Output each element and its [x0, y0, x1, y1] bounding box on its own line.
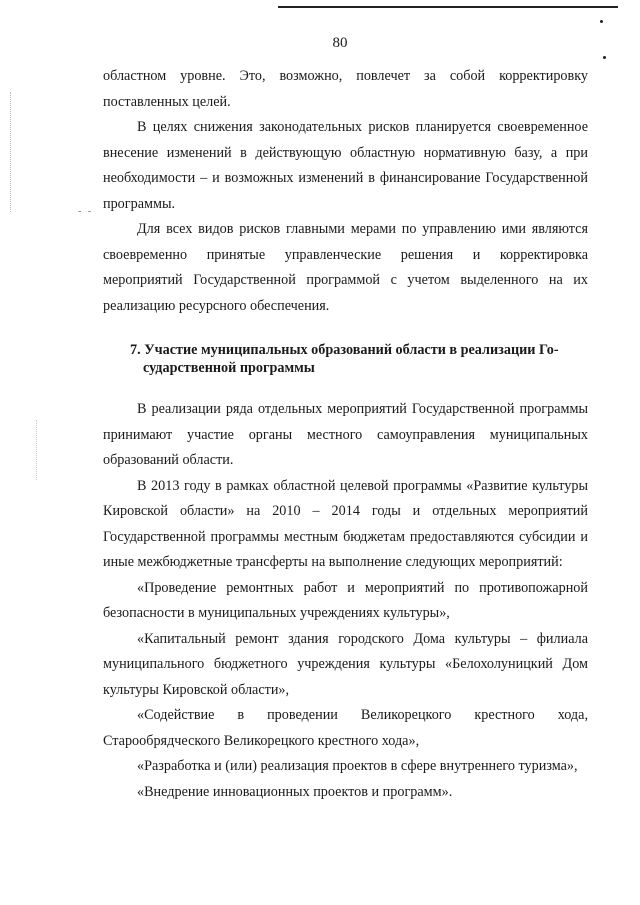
top-rule [278, 6, 618, 8]
paragraph: «Содействие в проведении Великорецкого крестного хода, Старообрядческого Великорецкого крестного хода», [103, 707, 588, 749]
page-number: 80 [332, 35, 348, 51]
body-text-bottom [103, 397, 588, 805]
paragraph: «Проведение ремонтных работ и мероприятий по противопожарной безопасности в муниципальных учреждениях культуры», [103, 579, 588, 621]
paragraph: Для всех видов рисков главными мерами по управлению ими являются своевременно принятые управленческие решения и корректировка мероприятий Государственной программой с учетом выделенного на их реализацию ресурсного обеспечения. [103, 221, 588, 314]
paragraph: В реализации ряда отдельных мероприятий Государственной программы принимают участие органы местного самоуправления муниципальных образований области. [103, 401, 588, 468]
body-text-top [103, 64, 588, 319]
paragraph: «Разработка и (или) реализация проектов в сфере внутреннего туризма», [137, 758, 578, 774]
margin-line [36, 420, 37, 480]
paragraph: «Внедрение инновационных проектов и программ». [137, 783, 453, 800]
section-heading-line: 7. Участие муниципальных образований области в реализации Го- [130, 342, 559, 358]
margin-line [10, 92, 11, 212]
section-heading-line: сударственной программы [143, 360, 315, 376]
scan-dot [600, 20, 603, 23]
section-heading [130, 341, 590, 377]
paragraph: В 2013 году в рамках областной целевой программы «Развитие культуры Кировской области» на 2010 – 2014 годы и отдельных мероприятий Государственной программы местным бюджетам предоставляются субсидии и иные межбюджетные трансферты на выполнение следующих мероприятий: [103, 477, 588, 570]
paragraph: «Капитальный ремонт здания городского Дома культуры – филиала муниципального бюджетного учреждения культуры «Белохолуницкий Дом культуры Кировской области», [103, 630, 588, 698]
margin-mark: - - [78, 206, 94, 217]
paragraph: областном уровне. Это, возможно, повлечет за собой корректировку поставленных целей. [103, 68, 588, 110]
scan-dot [603, 56, 606, 59]
paragraph: В целях снижения законодательных рисков планируется своевременное внесение изменений в действующую областную нормативную базу, а при необходимости – и возможных изменений в финансирование Государственной программы. [103, 119, 588, 212]
